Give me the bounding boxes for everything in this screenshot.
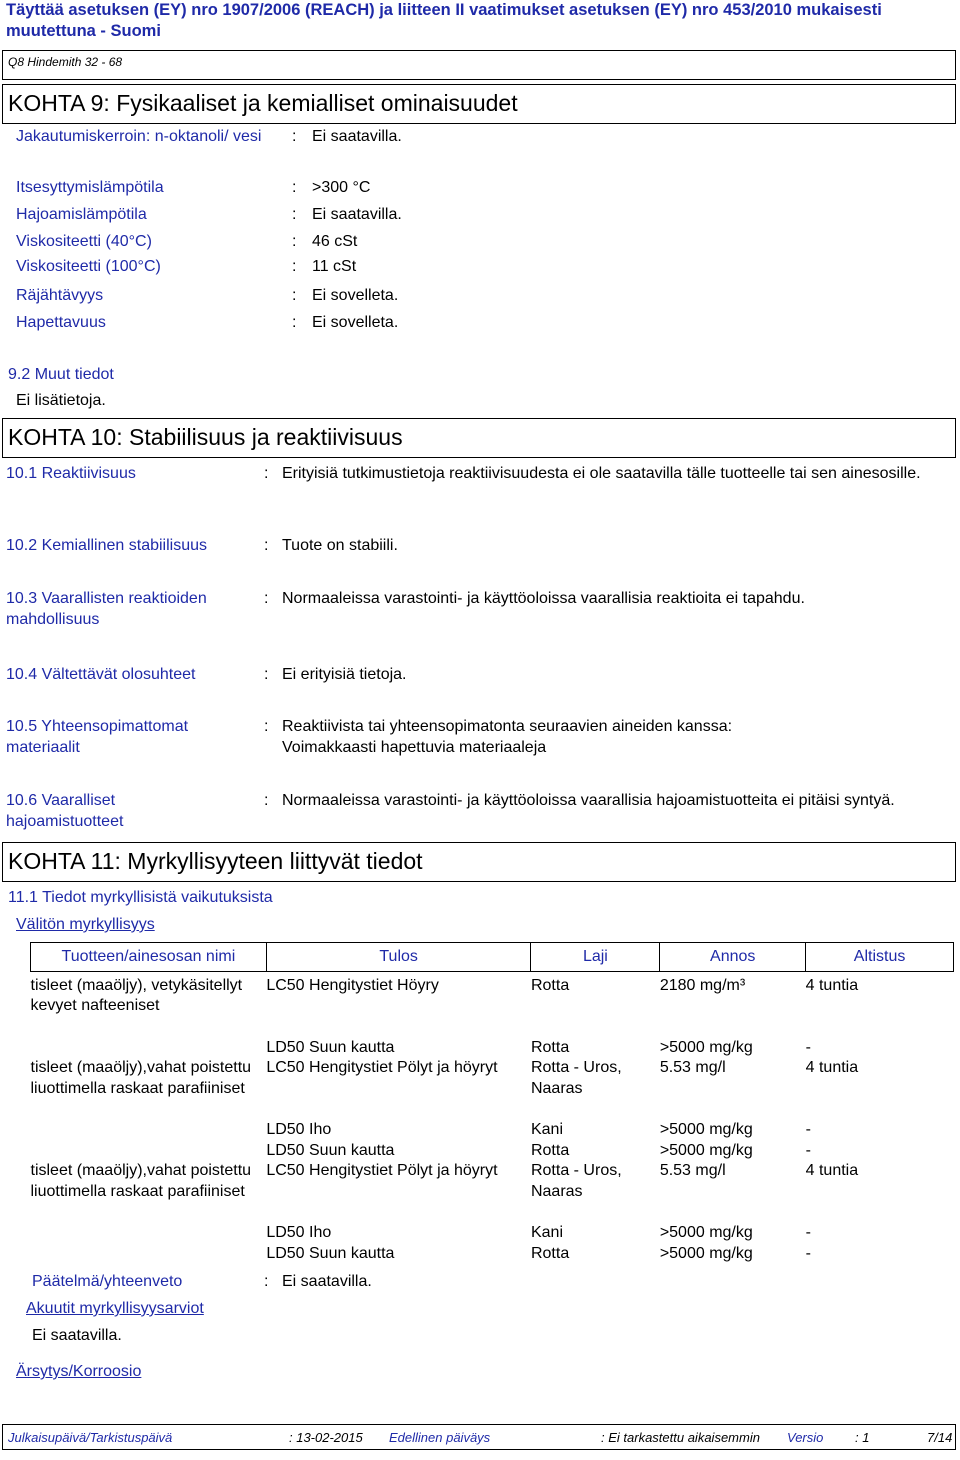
table-row xyxy=(31,1038,954,1058)
footer-version-label: Versio xyxy=(787,1430,824,1445)
product-name-box: Q8 Hindemith 32 - 68 xyxy=(2,50,956,80)
colon: : xyxy=(292,128,297,145)
exposure-cell: 4 tuntia xyxy=(805,977,859,994)
species-cell: Kani xyxy=(530,1121,563,1139)
subsection-heading: 11.1 Tiedot myrkyllisistä vaikutuksista xyxy=(8,889,273,906)
dose-cell: >5000 mg/kg xyxy=(659,1244,753,1262)
table-row xyxy=(31,1058,954,1120)
species-cell: Rotta xyxy=(530,1244,570,1262)
substance-name: tisleet (maaöljy), vetykäsitellyt kevyet nafteeniset xyxy=(30,977,243,1015)
footer-prev-value: : Ei tarkastettu aikaisemmin xyxy=(601,1430,760,1445)
colon: : xyxy=(264,537,269,554)
property-value: 11 cSt xyxy=(312,258,357,275)
species-cell: Rotta xyxy=(530,977,570,994)
property-value: 46 cSt xyxy=(312,233,358,250)
exposure-cell: 4 tuntia xyxy=(805,1059,859,1077)
substance-name: tisleet (maaöljy),vahat poistettu liuottimella raskaat parafiiniset xyxy=(30,1059,252,1097)
colon: : xyxy=(264,718,269,735)
column-header: Annos xyxy=(660,943,806,972)
property-value: Ei sovelleta. xyxy=(312,314,399,331)
section-10-label: 10.6 Vaaralliset hajoamistuotteet xyxy=(6,792,124,830)
result-cell: LC50 Hengitystiet Pölyt ja höyryt xyxy=(266,1059,498,1077)
table-header-row xyxy=(31,943,954,972)
footer-version-value: : 1 xyxy=(855,1430,870,1445)
footer xyxy=(2,1424,956,1450)
property-label: Hajoamislämpötila xyxy=(16,206,147,223)
property-value: Ei saatavilla. xyxy=(312,206,402,223)
acute-toxicity-table xyxy=(30,942,954,1264)
acute-estimates-heading: Akuutit myrkyllisyysarviot xyxy=(26,1300,204,1317)
column-header: Laji xyxy=(531,943,660,972)
species-cell: Rotta - Uros, Naaras xyxy=(530,1162,622,1200)
species-cell: Kani xyxy=(530,1224,563,1242)
exposure-cell: 4 tuntia xyxy=(805,1162,859,1180)
colon: : xyxy=(264,792,269,809)
result-cell: LC50 Hengitystiet Höyry xyxy=(266,977,439,994)
species-cell: Rotta - Uros, Naaras xyxy=(530,1059,622,1097)
table-row xyxy=(31,1223,954,1264)
property-label: Räjähtävyys xyxy=(16,287,104,304)
footer-date-value: : 13-02-2015 xyxy=(289,1430,363,1445)
conclusion-label: Päätelmä/yhteenveto xyxy=(32,1273,183,1290)
colon: : xyxy=(264,590,269,607)
section-9-heading: KOHTA 9: Fysikaaliset ja kemialliset ominaisuudet xyxy=(2,84,956,124)
property-value: >300 °C xyxy=(312,179,371,196)
section-10-value: Ei erityisiä tietoja. xyxy=(282,666,407,683)
dose-cell: 5.53 mg/l xyxy=(659,1059,726,1077)
dose-cell: >5000 mg/kg xyxy=(659,1121,753,1139)
result-cell: LD50 Suun kautta xyxy=(266,1039,395,1056)
result-cell: LD50 Iho xyxy=(266,1224,332,1242)
subsection-heading: 9.2 Muut tiedot xyxy=(8,366,114,383)
irritation-heading: Ärsytys/Korroosio xyxy=(16,1363,142,1380)
section-10-heading: KOHTA 10: Stabiilisuus ja reaktiivisuus xyxy=(2,418,956,458)
exposure-cell: - xyxy=(805,1224,811,1242)
colon: : xyxy=(292,314,297,331)
section-10-label: 10.4 Vältettävät olosuhteet xyxy=(6,666,196,683)
colon: : xyxy=(292,233,297,250)
document-header-title: Täyttää asetuksen (EY) nro 1907/2006 (REACH) ja liitteen II vaatimukset asetuksen (EY) nro 453/2010 mukaisesti muutettuna - Suomi xyxy=(6,1,882,40)
result-cell: LC50 Hengitystiet Pölyt ja höyryt xyxy=(266,1162,498,1180)
species-cell: Rotta xyxy=(530,1141,570,1159)
property-label: Viskositeetti (40°C) xyxy=(16,233,152,250)
table-row xyxy=(31,1120,954,1161)
result-cell: LD50 Suun kautta xyxy=(266,1141,395,1159)
section-10-value: Erityisiä tutkimustietoja reaktiivisuudesta ei ole saatavilla tälle tuotteelle tai sen ainesosille. xyxy=(282,465,921,482)
property-label: Hapettavuus xyxy=(16,314,106,331)
section-10-value: Reaktiivista tai yhteensopimatonta seuraavien aineiden kanssa: Voimakkaasti hapettuvia materiaaleja xyxy=(282,718,733,756)
species-cell: Rotta xyxy=(530,1039,570,1056)
exposure-cell: - xyxy=(805,1039,811,1056)
section-10-value: Normaaleissa varastointi- ja käyttöoloissa vaarallisia hajoamistuotteita ei pitäisi syntyä. xyxy=(282,792,895,809)
dose-cell: >5000 mg/kg xyxy=(659,1141,753,1159)
colon: : xyxy=(292,179,297,196)
section-10-label: 10.5 Yhteensopimattomat materiaalit xyxy=(6,718,189,756)
footer-date-label: Julkaisupäivä/Tarkistuspäivä xyxy=(8,1430,173,1445)
exposure-cell: - xyxy=(805,1244,811,1262)
colon: : xyxy=(292,287,297,304)
section-10-label: 10.2 Kemiallinen stabiilisuus xyxy=(6,537,207,554)
colon: : xyxy=(264,465,269,482)
section-10-value: Normaaleissa varastointi- ja käyttöoloissa vaarallisia reaktioita ei tapahdu. xyxy=(282,590,805,607)
dose-cell: >5000 mg/kg xyxy=(659,1224,753,1242)
exposure-cell: - xyxy=(805,1121,811,1139)
dose-cell: >5000 mg/kg xyxy=(659,1039,753,1056)
acute-toxicity-heading: Välitön myrkyllisyys xyxy=(16,916,155,933)
substance-name: tisleet (maaöljy),vahat poistettu liuottimella raskaat parafiiniset xyxy=(30,1162,252,1200)
property-label: Itsesyttymislämpötila xyxy=(16,179,164,196)
result-cell: LD50 Suun kautta xyxy=(266,1244,395,1262)
table-row xyxy=(31,976,954,1038)
column-header: Tuotteen/ainesosan nimi xyxy=(31,943,267,972)
exposure-cell: - xyxy=(805,1141,811,1159)
dose-cell: 2180 mg/m³ xyxy=(659,977,746,994)
colon: : xyxy=(292,206,297,223)
colon: : xyxy=(264,666,269,683)
property-value: Ei saatavilla. xyxy=(312,128,402,145)
property-label: Jakautumiskerroin: n-oktanoli/ vesi xyxy=(16,128,262,145)
property-value: Ei sovelleta. xyxy=(312,287,399,304)
section-11-heading: KOHTA 11: Myrkyllisyyteen liittyvät tiedot xyxy=(2,842,956,882)
result-cell: LD50 Iho xyxy=(266,1121,332,1139)
colon: : xyxy=(292,258,297,275)
column-header: Altistus xyxy=(806,943,954,972)
column-header: Tulos xyxy=(266,943,531,972)
table-row xyxy=(31,1161,954,1223)
property-label: Viskositeetti (100°C) xyxy=(16,258,161,275)
acute-estimates-value: Ei saatavilla. xyxy=(32,1327,122,1344)
other-info-text: Ei lisätietoja. xyxy=(16,392,106,409)
dose-cell: 5.53 mg/l xyxy=(659,1162,726,1180)
footer-page-number: 7/14 xyxy=(927,1430,953,1445)
section-10-label: 10.3 Vaarallisten reaktioiden mahdollisuus xyxy=(6,590,207,628)
section-10-value: Tuote on stabiili. xyxy=(282,537,398,554)
section-10-label: 10.1 Reaktiivisuus xyxy=(6,465,136,482)
footer-prev-label: Edellinen päiväys xyxy=(389,1430,491,1445)
conclusion-value: Ei saatavilla. xyxy=(282,1273,372,1290)
colon: : xyxy=(264,1273,269,1290)
